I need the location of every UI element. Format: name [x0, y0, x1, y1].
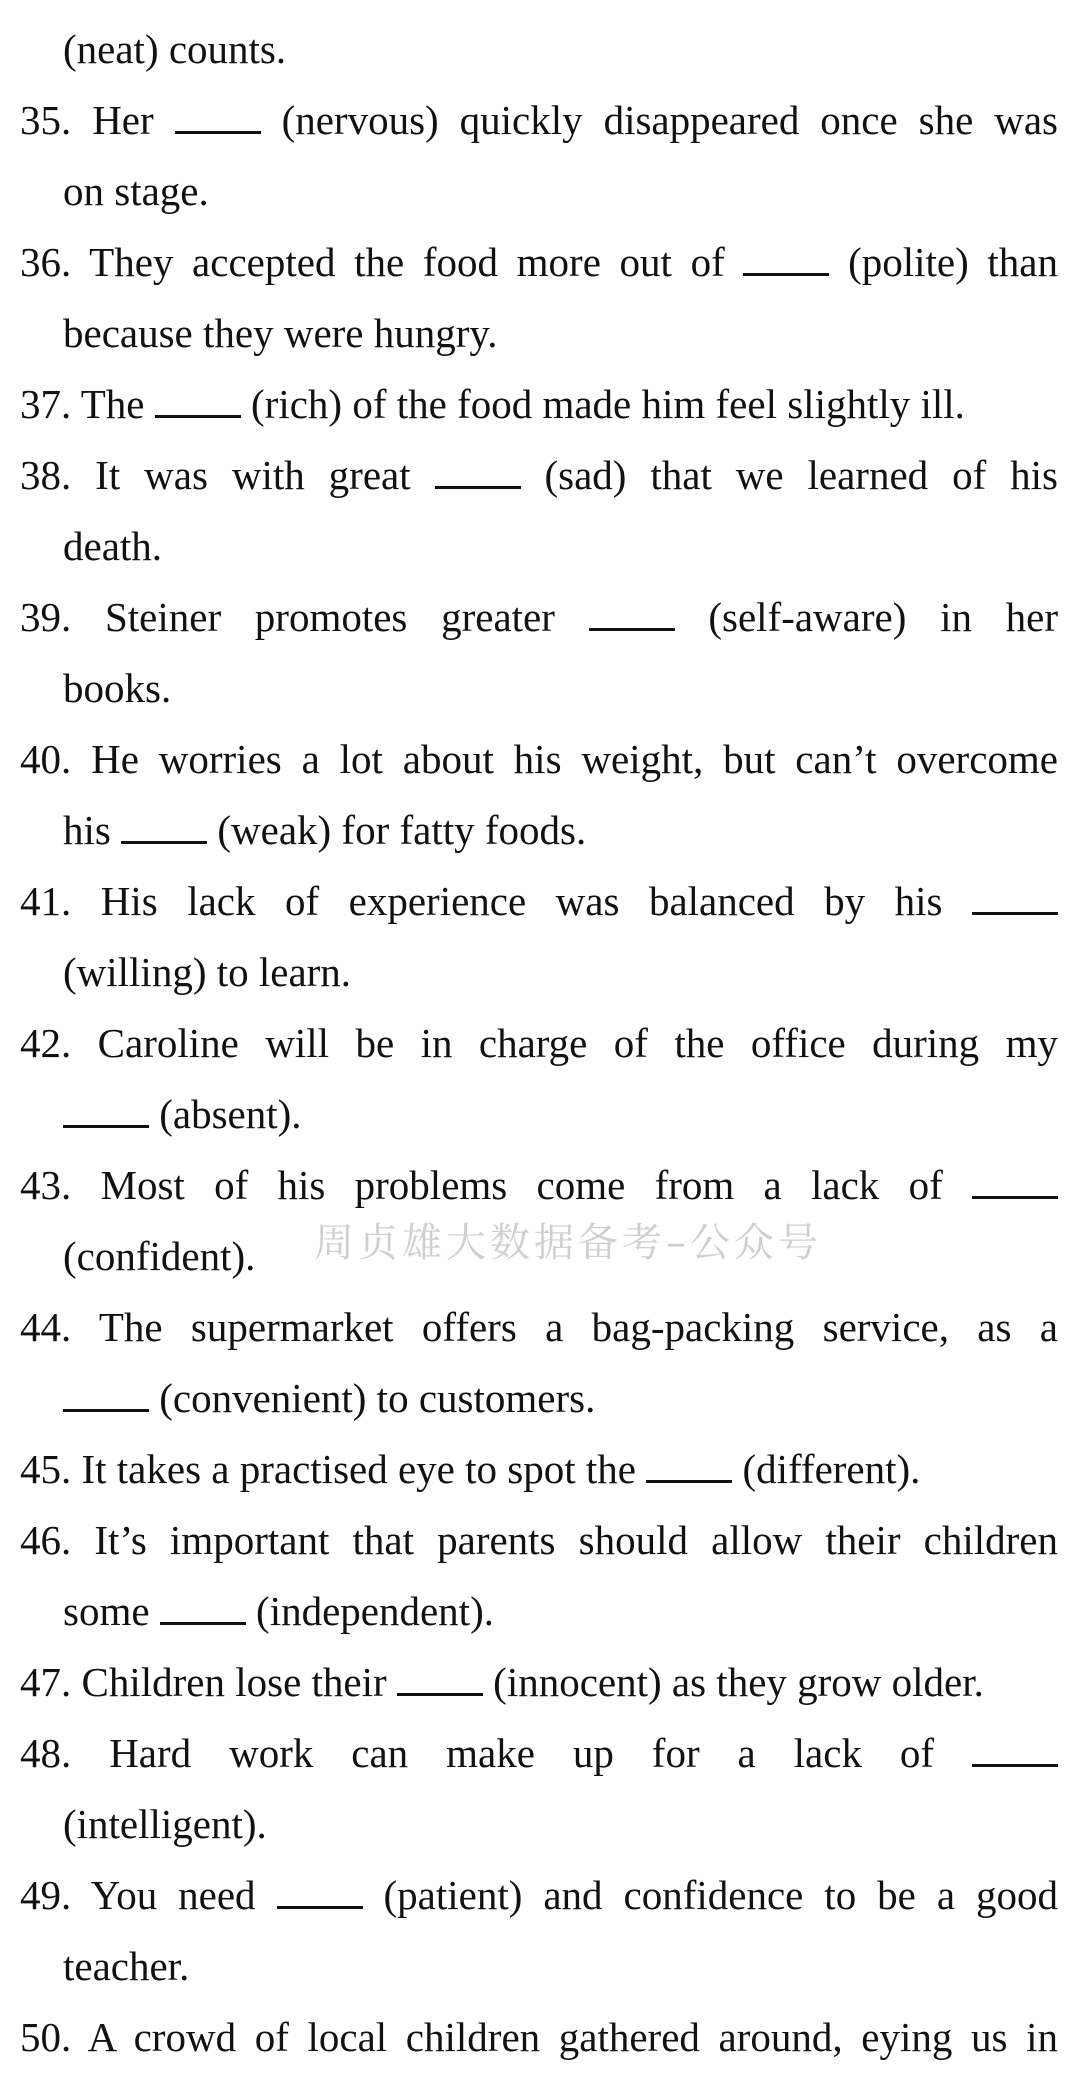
question-45: 45. It takes a practised eye to spot the (different).	[20, 1446, 921, 1492]
question-42: 42. Caroline will be in charge of the office during my (absent).	[20, 1020, 1058, 1137]
question-41: 41. His lack of experience was balanced by his (willing) to learn.	[20, 866, 1058, 1008]
question-46: 46. It’s important that parents should allow their children some (independent).	[20, 1517, 1058, 1634]
answer-blank[interactable]	[121, 811, 207, 844]
answer-blank[interactable]	[155, 385, 241, 418]
answer-blank[interactable]	[277, 1876, 363, 1909]
answer-blank[interactable]	[972, 882, 1058, 915]
answer-blank[interactable]	[435, 456, 521, 489]
answer-blank[interactable]	[972, 1166, 1058, 1199]
question-36: 36. They accepted the food more out of (polite) than because they were hungry.	[20, 239, 1058, 356]
watermark-text: 周贞雄大数据备考–公众号	[314, 1220, 822, 1266]
question-50: 50. A crowd of local children gathered around, eying us in	[20, 2014, 1058, 2060]
question-44: 44. The supermarket offers a bag-packing service, as a (convenient) to customers.	[20, 1304, 1058, 1421]
question-48: 48. Hard work can make up for a lack of (intelligent).	[20, 1718, 1058, 1860]
answer-blank[interactable]	[397, 1663, 483, 1696]
question-37: 37. The (rich) of the food made him feel slightly ill.	[20, 381, 965, 427]
answer-blank[interactable]	[175, 101, 261, 134]
answer-blank[interactable]	[743, 243, 829, 276]
question-38: 38. It was with great (sad) that we learned of his death.	[20, 452, 1059, 569]
exercise-document	[20, 14, 1058, 2073]
question-35: 35. Her (nervous) quickly disappeared once she was on stage.	[20, 97, 1059, 214]
continuation-line: (neat) counts.	[63, 26, 287, 72]
question-49: 49. You need (patient) and confidence to be a good teacher.	[20, 1872, 1058, 1989]
question-43: 43. Most of his problems come from a lack of (confident).	[20, 1150, 1058, 1292]
answer-blank[interactable]	[63, 1379, 149, 1412]
answer-blank[interactable]	[63, 1095, 149, 1128]
answer-blank[interactable]	[972, 1734, 1058, 1767]
answer-blank[interactable]	[160, 1592, 246, 1625]
question-47: 47. Children lose their (innocent) as they grow older.	[20, 1659, 984, 1705]
answer-blank[interactable]	[646, 1450, 732, 1483]
question-40: 40. He worries a lot about his weight, but can’t overcome his (weak) for fatty foods.	[20, 736, 1058, 853]
answer-blank[interactable]	[589, 598, 675, 631]
question-39: 39. Steiner promotes greater (self-aware) in her books.	[20, 594, 1059, 711]
